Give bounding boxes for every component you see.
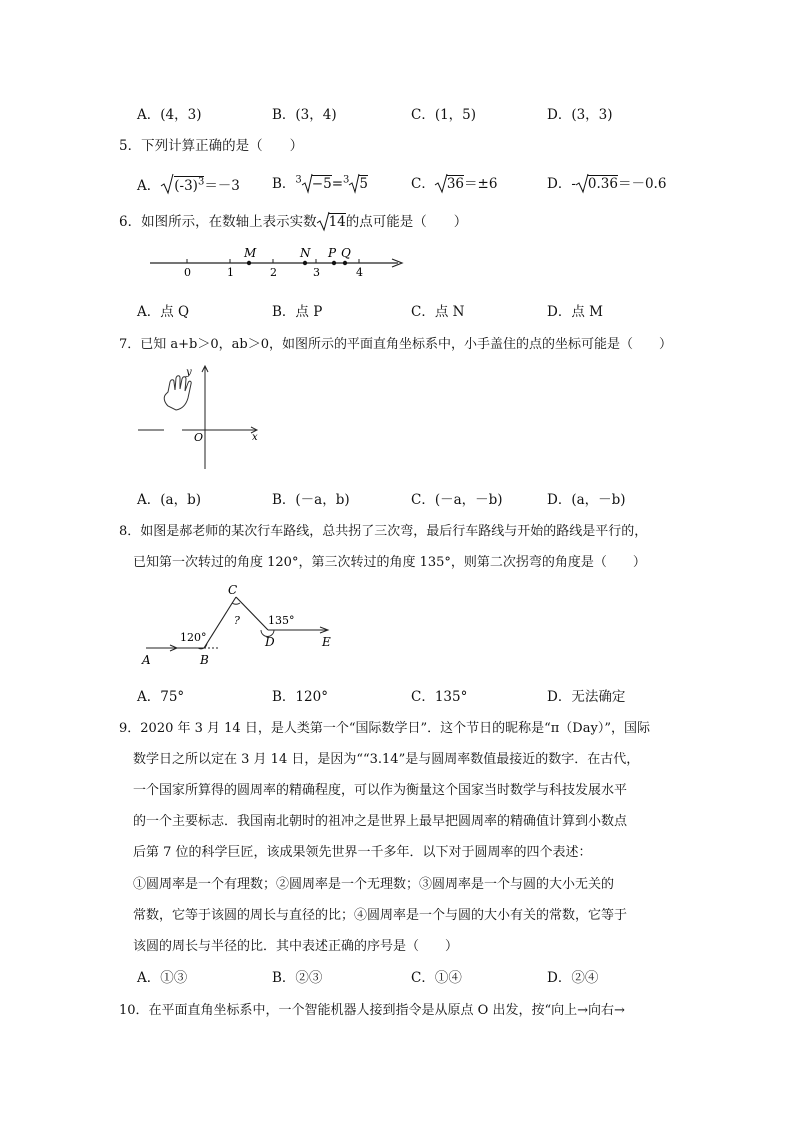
point-p xyxy=(332,261,336,265)
label-d: D xyxy=(265,635,275,649)
q8-stem-line1: 8．如图是郝老师的某次行车路线，总共拐了三次弯，最后行车路线与开始的路线是平行的， xyxy=(119,524,648,539)
q8-option-a: A．75° xyxy=(137,689,185,705)
point-q xyxy=(343,261,347,265)
label-m: M xyxy=(244,246,257,260)
q6-option-c: C．点 N xyxy=(411,304,465,320)
point-m xyxy=(247,261,251,265)
q4-option-a: A．(4，3) xyxy=(137,107,202,123)
angle-135: 135° xyxy=(268,614,295,627)
q4-option-d: D．(3，3) xyxy=(547,107,613,123)
label-q: Q xyxy=(341,246,351,260)
label-a: A xyxy=(142,653,151,667)
q8-route-figure xyxy=(140,582,340,668)
label-n: N xyxy=(300,246,311,260)
hand-icon xyxy=(164,376,191,410)
q9-line-3: 一个国家所算得的圆周率的精确程度，可以作为衡量这个国家当时数学与科技发展水平 xyxy=(133,783,628,798)
q8-option-b: B．120° xyxy=(272,689,328,705)
q6-stem: 6．如图所示，在数轴上表示实数 14的点可能是（ ） xyxy=(119,214,468,230)
angle-120: 120° xyxy=(180,631,207,644)
q9-option-b: B．②③ xyxy=(272,970,323,986)
angle-unknown: ? xyxy=(234,614,240,627)
q6-option-b: B．点 P xyxy=(272,304,323,320)
tick-3: 3 xyxy=(313,266,320,279)
label-c: C xyxy=(228,583,238,597)
q9-option-c: C．①④ xyxy=(411,970,462,986)
q8-option-c: C．135° xyxy=(411,689,468,705)
q5-option-a: A． $(-3)^3=-3$ xyxy=(137,168,240,194)
q6-number-line xyxy=(148,244,408,280)
q4-option-b: B．(3，4) xyxy=(272,107,337,123)
tick-0: 0 xyxy=(184,266,191,279)
q9-option-d: D．②④ xyxy=(547,970,599,986)
q7-option-d: D．(a，－b) xyxy=(547,492,626,508)
q4-option-c: C．(1，5) xyxy=(411,107,477,123)
label-p: P xyxy=(328,246,337,260)
q5-stem: 5．下列计算正确的是（ ） xyxy=(119,138,304,154)
q6-option-a: A．点 Q xyxy=(137,304,190,320)
q7-option-c: C．(－a，－b) xyxy=(411,492,503,508)
q8-stem-line2: 已知第一次转过的角度 120°，第三次转过的角度 135°，则第二次拐弯的角度是（ ） xyxy=(133,555,646,570)
q9-line-4: 的一个主要标志．我国南北朝时的祖冲之是世界上最早把圆周率的精确值计算到小数点 xyxy=(133,814,628,829)
q9-line-5: 后第 7 位的科学巨匠，该成果领先世界一千多年．以下对于圆周率的四个表述： xyxy=(133,845,592,860)
q5-option-c: C． 36＝±6 xyxy=(411,176,498,192)
y-label: y xyxy=(186,367,192,378)
q5-option-d: D．- 0.36＝－0.6 xyxy=(547,176,667,192)
q10-stem: 10．在平面直角坐标系中，一个智能机器人接到指令是从原点 O 出发，按“向上→向右→ xyxy=(119,1003,625,1018)
q7-option-a: A．(a，b) xyxy=(137,492,201,508)
q7-option-b: B．(－a，b) xyxy=(272,492,350,508)
label-b: B xyxy=(200,653,209,667)
origin-label: O xyxy=(194,431,204,444)
q9-line-8: 该圆的周长与半径的比．其中表述正确的序号是（ ） xyxy=(133,939,459,954)
q8-option-d: D．无法确定 xyxy=(547,689,626,705)
tick-1: 1 xyxy=(227,266,234,279)
tick-4: 4 xyxy=(356,266,363,279)
x-label: x xyxy=(252,432,258,443)
q7-coordinate-figure xyxy=(138,364,268,474)
q9-option-a: A．①③ xyxy=(137,970,188,986)
q9-line-6: ①圆周率是一个有理数；②圆周率是一个无理数；③圆周率是一个与圆的大小无关的 xyxy=(133,877,615,892)
q9-line-2: 数学日之所以定在 3 月 14 日，是因为““3.14”是与圆周率数值最接近的数字．在古代， xyxy=(133,752,640,767)
q5-option-b: B．$^3$ −5=$^3$ 5 xyxy=(272,174,368,192)
point-n xyxy=(303,261,307,265)
q7-stem: 7．已知 a+b＞0，ab＞0，如图所示的平面直角坐标系中，小手盖住的点的坐标可能是（ ） xyxy=(119,337,672,352)
label-e: E xyxy=(322,635,331,649)
q9-line-7: 常数，它等于该圆的周长与直径的比；④圆周率是一个与圆的大小有关的常数，它等于 xyxy=(133,908,628,923)
q6-option-d: D．点 M xyxy=(547,304,603,320)
q9-line-1: 9．2020 年 3 月 14 日，是人类第一个“国际数学日”．这个节日的昵称是“π（Day）”，国际 xyxy=(119,721,650,736)
tick-2: 2 xyxy=(270,266,277,279)
